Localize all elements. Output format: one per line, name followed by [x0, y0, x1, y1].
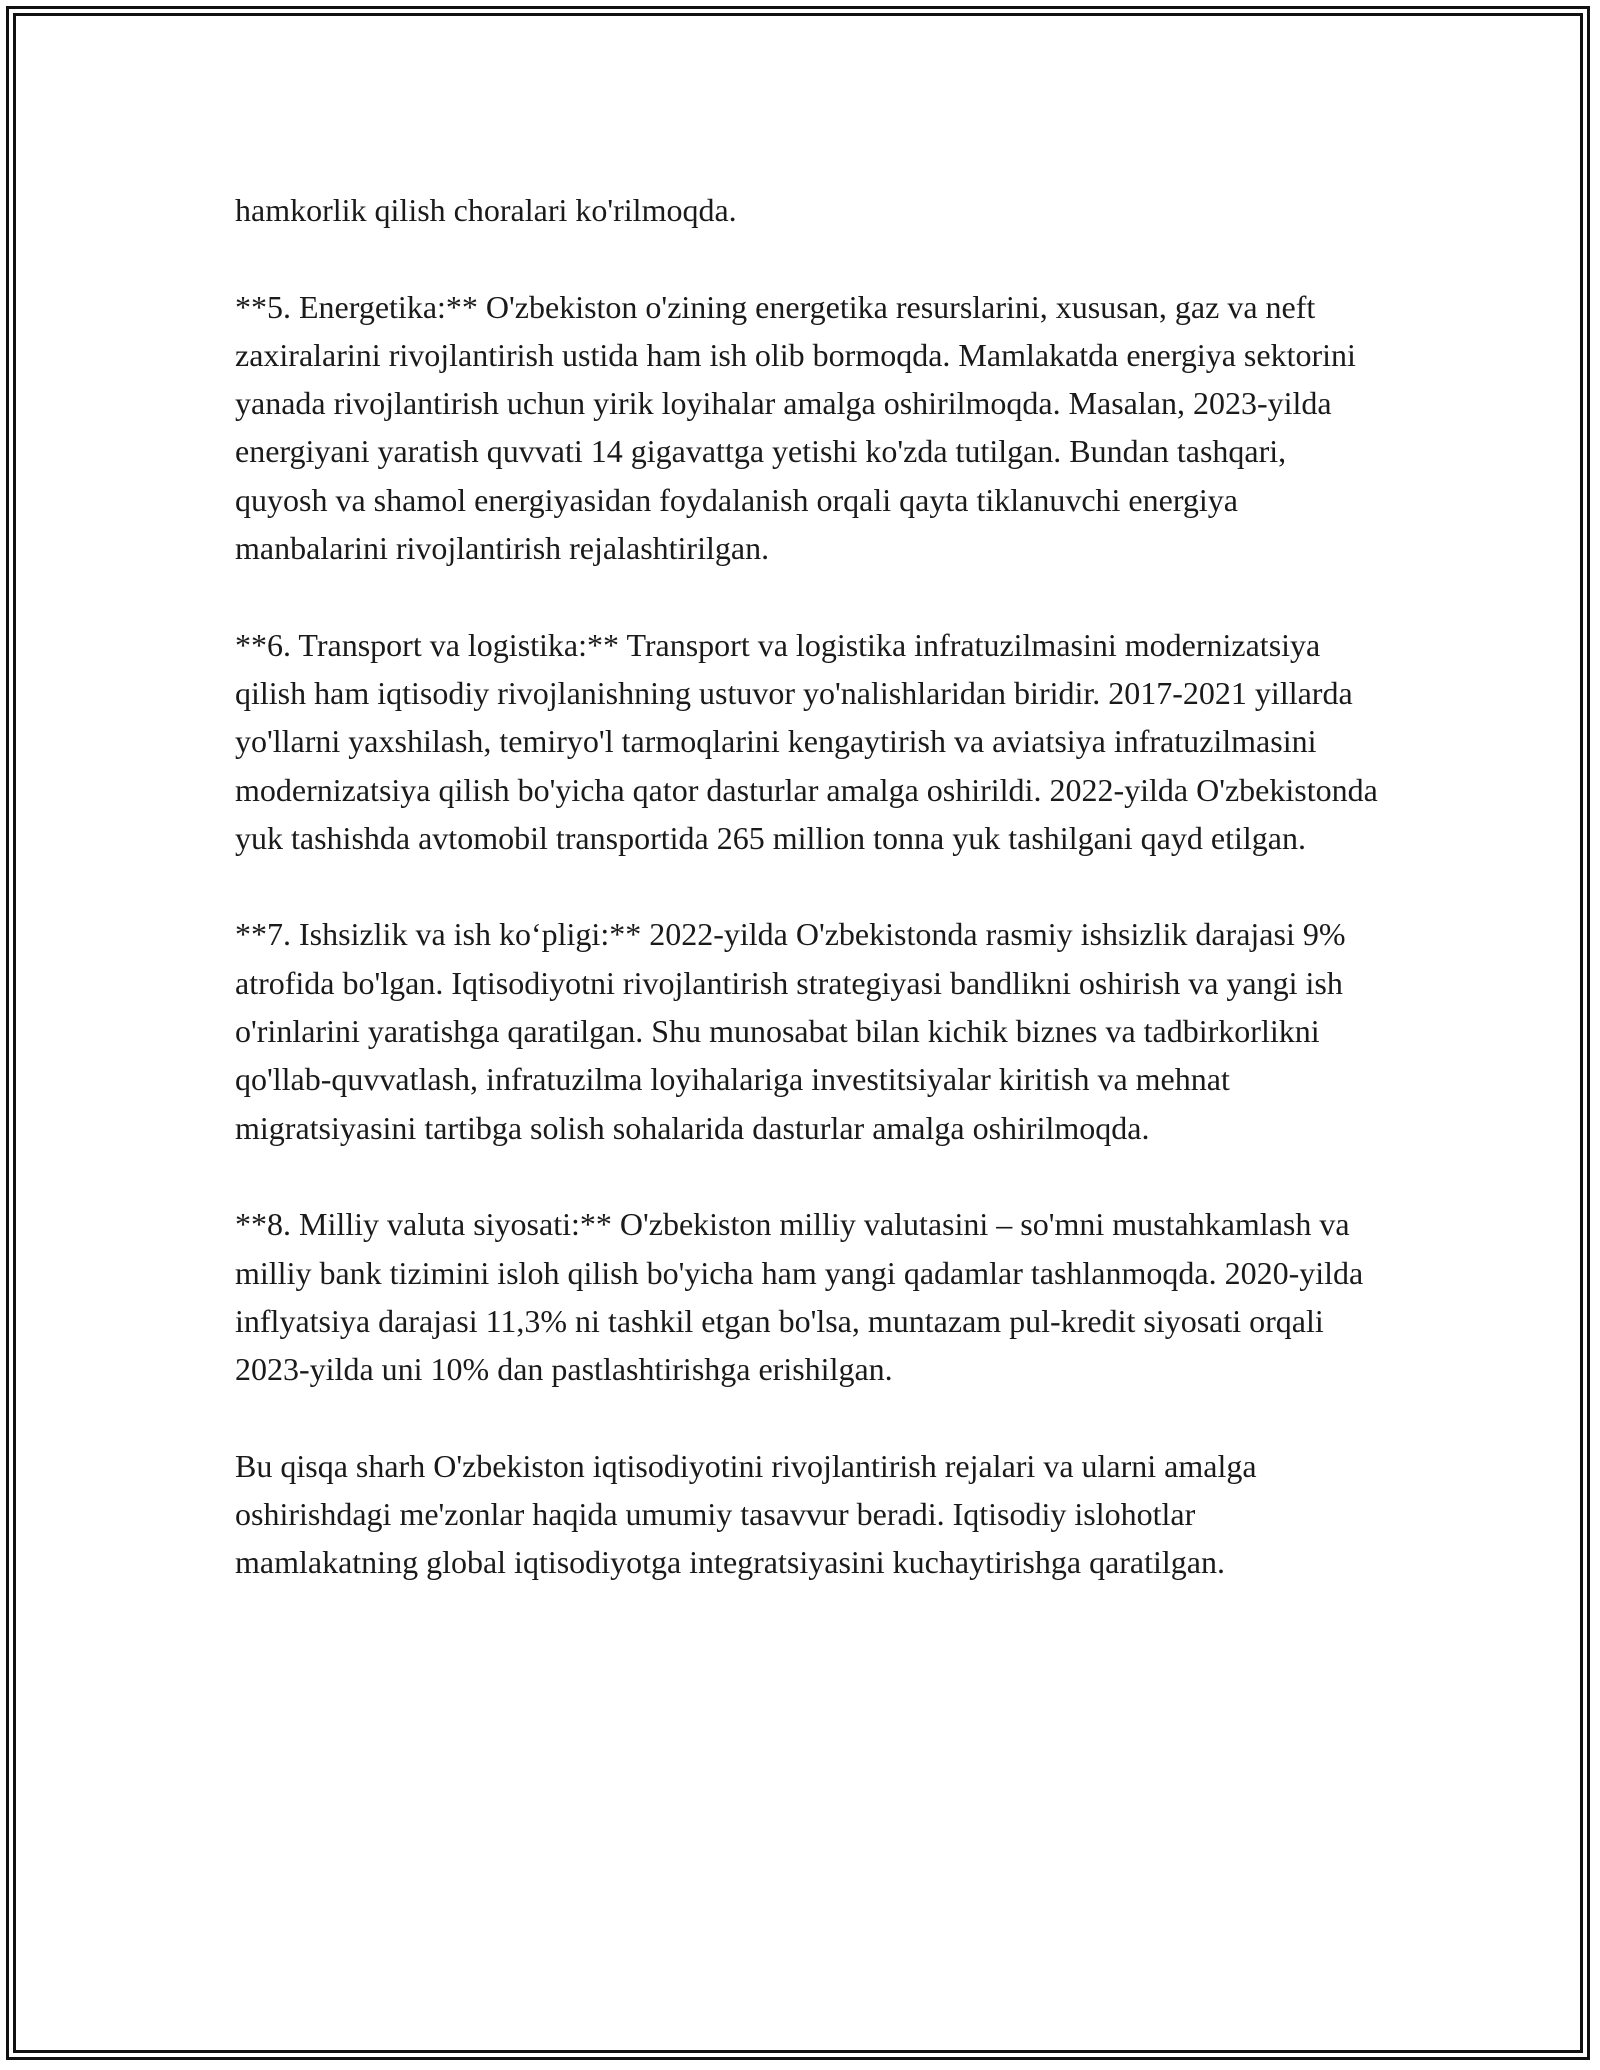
paragraph-valuta: **8. Milliy valuta siyosati:** O'zbekiston milliy valutasini – so'mni mustahkamlash va milliy bank tizimini isloh qilish bo'yicha ham yangi qadamlar tashlanmoqda. 2020-yilda inflyatsiya darajasi 11,3% ni tashkil etgan bo'lsa, muntazam pul-kredit siyosati orqali 2023-yilda uni 10% dan pastlashtirishga erishilgan. — [235, 1206, 1364, 1388]
paragraph-ishsizlik: **7. Ishsizlik va ish ko‘pligi:** 2022-yilda O'zbekistonda rasmiy ishsizlik darajasi 9% atrofida bo'lgan. Iqtisodiyotni rivojlantirish strategiyasi bandlikni oshirish va yangi ish o'rinlarini yaratishga qaratilgan. Shu munosabat bilan kichik biznes va tadbirkorlikni qo'llab-quvvatlash, infratuzilma loyihalariga investitsiyalar kiritish va mehnat migratsiyasini tartibga solish sohalarida dasturlar amalga oshirilmoqda. — [235, 916, 1346, 1146]
document-body — [235, 186, 1380, 1635]
paragraph-conclusion: Bu qisqa sharh O'zbekiston iqtisodiyotini rivojlantirish rejalari va ularni amalga oshirishdagi me'zonlar haqida umumiy tasavvur beradi. Iqtisodiy islohotlar mamlakatning global iqtisodiyotga integratsiyasini kuchaytirishga qaratilgan. — [235, 1447, 1257, 1581]
paragraph-transport: **6. Transport va logistika:** Transport va logistika infratuzilmasini modernizatsiya qilish ham iqtisodiy rivojlanishning ustuvor yo'nalishlaridan biridir. 2017-2021 yillarda yo'llarni yaxshilash, temiryo'l tarmoqlarini kengaytirish va aviatsiya infratuzilmasini modernizatsiya qilish bo'yicha qator dasturlar amalga oshirildi. 2022-yilda O'zbekistonda yuk tashishda avtomobil transportida 265 million tonna yuk tashilgani qayd etilgan. — [235, 626, 1378, 856]
paragraph-intro-continuation: hamkorlik qilish choralari ko'rilmoqda. — [235, 192, 737, 228]
paragraph-energetika: **5. Energetika:** O'zbekiston o'zining energetika resurslarini, xususan, gaz va neft zaxiralarini rivojlantirish ustida ham ish olib bormoqda. Mamlakatda energiya sektorini yanada rivojlantirish uchun yirik loyihalar amalga oshirilmoqda. Masalan, 2023-yilda energiyani yaratish quvvati 14 gigavattga yetishi ko'zda tutilgan. Bundan tashqari, quyosh va shamol energiyasidan foydalanish orqali qayta tiklanuvchi energiya manbalarini rivojlantirish rejalashtirilgan. — [235, 288, 1356, 567]
